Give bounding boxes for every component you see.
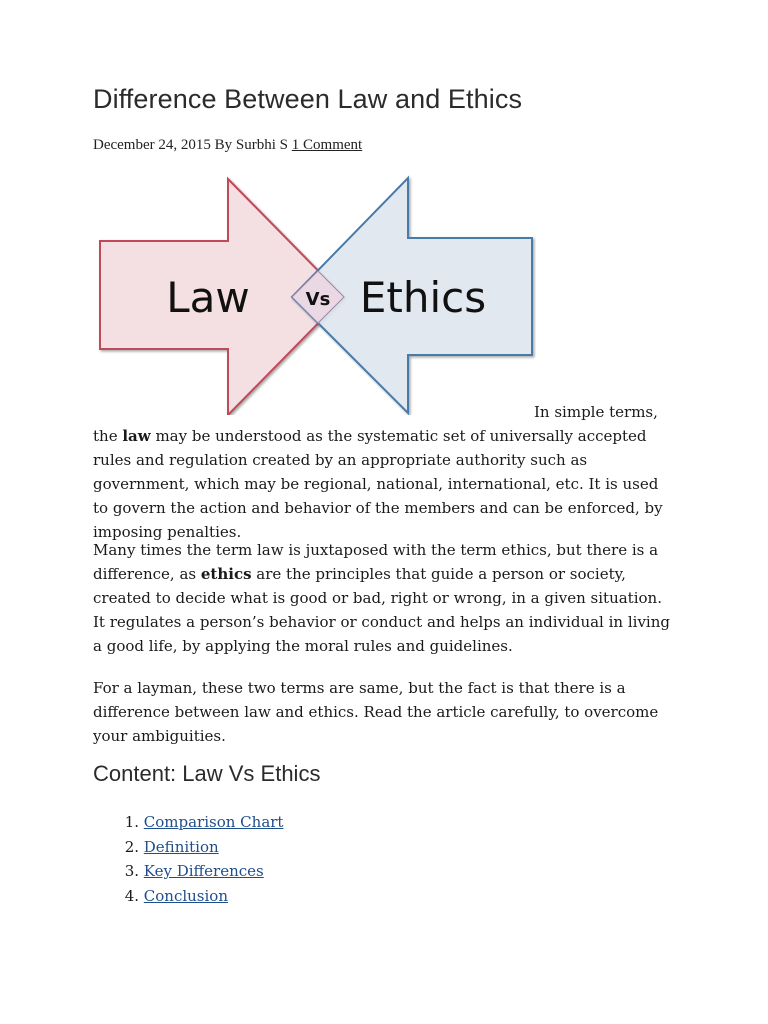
law-vs-ethics-illustration [96, 175, 536, 415]
table-of-contents [93, 810, 283, 908]
paragraph-1-lead: In simple terms, [534, 403, 658, 421]
toc-item [93, 884, 283, 909]
vs-label: Vs [305, 289, 331, 310]
law-term: law [122, 427, 151, 445]
post-by: By [214, 137, 233, 153]
post-date: December 24, 2015 [93, 137, 211, 153]
toc-number: 3. [124, 862, 139, 880]
paragraph-2: Many times the term law is juxtaposed with the term ethics, but there is a difference, as ethics are the principles that guide a person or society, created to decide what is good or bad, right or wrong, in a given situation. It regulates a person’s behavior or conduct and helps an individual in living a good life, by applying the moral rules and guidelines. [93, 541, 670, 655]
content-heading: Content: Law Vs Ethics [93, 761, 321, 786]
toc-link-key-differences[interactable]: Key Differences [143, 862, 264, 880]
post-meta [93, 137, 362, 154]
law-label: Law [166, 273, 250, 322]
toc-number: 4. [124, 886, 139, 905]
toc-item [93, 810, 283, 835]
paragraph-1: the law may be understood as the systematic set of universally accepted rules and regulation created by an appropriate authority such as government, which may be regional, national, international, etc. It is used to govern the action and behavior of the members and can be enforced, by imposing penalties. [93, 427, 663, 541]
toc-link-conclusion[interactable]: Conclusion [143, 886, 228, 905]
comments-link[interactable]: 1 Comment [291, 137, 363, 153]
toc-item [93, 859, 283, 884]
toc-number: 1. [124, 813, 139, 831]
page-title: Difference Between Law and Ethics [93, 84, 523, 114]
toc-number: 2. [124, 837, 139, 856]
toc-link-definition[interactable]: Definition [143, 837, 219, 856]
toc-link-comparison-chart[interactable]: Comparison Chart [143, 813, 284, 831]
toc-item [93, 835, 283, 860]
ethics-term: ethics [200, 565, 252, 583]
ethics-label: Ethics [359, 273, 487, 322]
paragraph-3: For a layman, these two terms are same, but the fact is that there is a difference between law and ethics. Read the article carefully, to overcome your ambiguities. [93, 679, 659, 745]
post-author: Surbhi S [235, 137, 289, 153]
